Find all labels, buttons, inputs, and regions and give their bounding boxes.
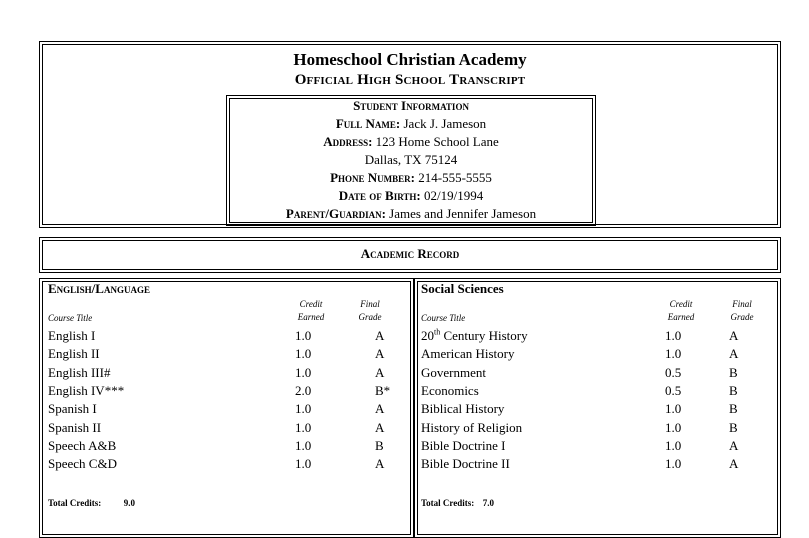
course-credit: 1.0 [295,456,312,472]
course-grade: B [729,382,738,398]
english-credit-header-line1: Credit [299,299,323,309]
course-grade: A [729,328,739,343]
course-credit: 1.0 [665,437,682,453]
english-grade-header [350,298,390,324]
course-grade: A [375,346,385,362]
course-grade: B [729,419,738,435]
course-credit: 1.0 [295,401,312,417]
address-label: Address: [323,134,373,149]
course-title: Spanish II [48,419,102,435]
course-title: Bible Doctrine II [421,456,510,472]
social-grade-header-line1: Final [732,299,752,309]
full-name-line [228,115,594,133]
social-credit-header-line1: Credit [669,299,693,309]
course-credit: 1.0 [665,346,682,362]
address-value: 123 Home School Lane [375,134,499,149]
course-grade: A [729,346,739,362]
course-title: History of Religion [421,419,523,435]
course-grade: B [729,401,738,417]
phone-label: Phone Number: [330,170,415,185]
course-title: Economics [421,382,479,398]
dob-value: 02/19/1994 [423,188,484,203]
social-total-credits [421,498,494,508]
parent-line [228,205,594,223]
city-line [228,151,594,169]
course-credit: 1.0 [295,328,312,343]
school-name: Homeschool Christian Academy [293,50,527,69]
course-grade: A [375,401,385,417]
course-title: Biblical History [421,401,505,417]
student-info-heading: Student Information [353,98,469,113]
parent-value: James and Jennifer Jameson [389,206,537,221]
course-grade: A [375,364,385,380]
course-grade: A [729,437,739,453]
course-credit: 2.0 [295,382,312,398]
course-grade: A [729,456,739,472]
city-value: Dallas, TX 75124 [364,152,458,167]
course-credit: 1.0 [665,328,682,343]
course-grade: B* [375,382,391,398]
course-credit: 0.5 [665,382,682,398]
course-credit: 1.0 [295,364,312,380]
phone-line [228,169,594,187]
english-course-header: Course Title [48,313,93,323]
social-grade-header [722,298,762,324]
english-total-value: 9.0 [123,498,136,508]
course-credit: 0.5 [665,364,682,380]
academic-record-title: Academic Record [360,246,460,261]
english-credit-header [290,298,332,324]
course-title: Speech C&D [48,456,117,472]
course-grade: A [375,328,385,343]
social-course-header: Course Title [421,313,466,323]
document-title: Official High School Transcript [294,72,526,88]
social-section-title: Social Sciences [421,281,504,296]
course-credit: 1.0 [665,419,682,435]
student-info-title [228,97,594,115]
english-grade-header-line1: Final [360,299,380,309]
course-title: 20th Century History [421,327,528,343]
dob-label: Date of Birth: [338,188,421,203]
dob-line [228,187,594,205]
course-title: English I [48,328,96,343]
english-grade-header-line2: Grade [358,312,382,322]
course-grade: B [375,437,384,453]
phone-value: 214-555-5555 [418,170,492,185]
course-credit: 1.0 [665,456,682,472]
course-title: Government [421,364,486,380]
english-credit-header-line2: Earned [297,312,325,322]
course-title: Bible Doctrine I [421,437,506,453]
parent-label: Parent/Guardian: [285,206,386,221]
social-credit-header [660,298,702,324]
course-title: American History [421,346,515,362]
english-section-title: English/Language [48,281,150,296]
social-total-value: 7.0 [482,498,495,508]
english-total-label: Total Credits: [48,498,102,508]
social-credit-header-line2: Earned [667,312,695,322]
course-credit: 1.0 [295,346,312,362]
course-credit: 1.0 [665,401,682,417]
social-total-label: Total Credits: [421,498,475,508]
course-title: English III# [48,364,111,380]
course-grade: A [375,419,385,435]
course-title: Speech A&B [48,437,117,453]
course-grade: A [375,456,385,472]
english-total-credits [48,498,135,508]
course-grade: B [729,364,738,380]
address-line [228,133,594,151]
course-title: English II [48,346,100,362]
course-credit: 1.0 [295,419,312,435]
course-credit: 1.0 [295,437,312,453]
full-name-value: Jack J. Jameson [403,116,487,131]
course-title: English IV*** [48,382,125,398]
full-name-label: Full Name: [335,116,401,131]
course-title: Spanish I [48,401,97,417]
social-grade-header-line2: Grade [730,312,754,322]
